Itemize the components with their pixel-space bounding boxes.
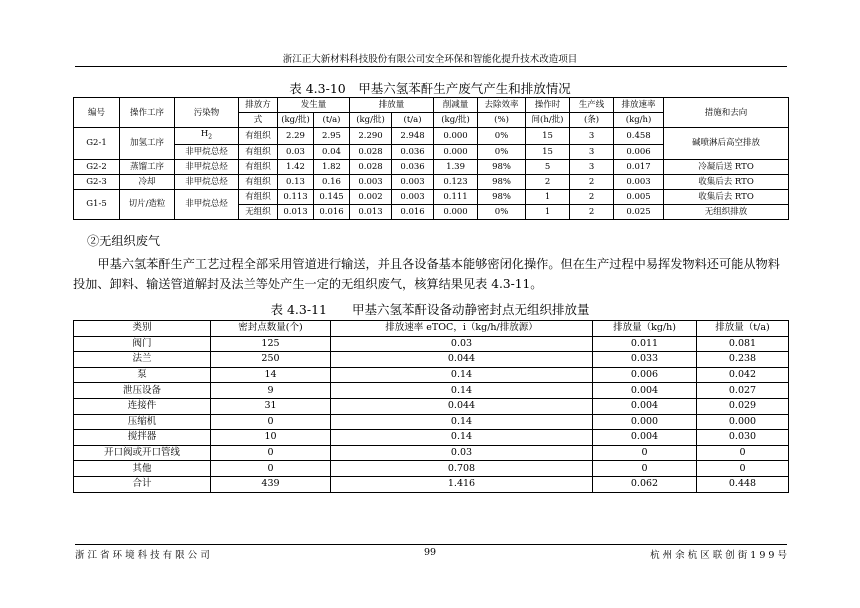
cell-no: G2-1 — [74, 128, 120, 160]
cell-time: 2 — [526, 174, 570, 189]
header-rule — [75, 66, 787, 67]
cell-kgh: 0 — [593, 461, 697, 477]
cell-category: 泄压设备 — [74, 383, 211, 399]
cell-no: G2-2 — [74, 159, 120, 174]
cell-count: 0 — [211, 445, 331, 461]
table-row — [74, 336, 789, 352]
cell-eff: 0% — [478, 128, 526, 145]
table2-header-row — [74, 321, 789, 337]
cell-g2: 0.04 — [314, 144, 350, 159]
cell-dest: 收集后去 RTO — [664, 174, 789, 189]
emission-table — [73, 97, 789, 220]
cell-count: 0 — [211, 414, 331, 430]
cell-pol-subscript: 2 — [208, 133, 213, 141]
cell-ta: 0.029 — [697, 398, 789, 414]
table-row — [74, 414, 789, 430]
cell-cut: 0.000 — [434, 128, 478, 145]
table-row — [74, 352, 789, 368]
cell-rate: 0.003 — [614, 174, 664, 189]
cell-op: 蒸馏工序 — [120, 159, 175, 174]
th-line: 生产线 — [570, 98, 614, 113]
cell-category: 连接件 — [74, 398, 211, 414]
cell-count: 10 — [211, 430, 331, 446]
cell-time: 15 — [526, 144, 570, 159]
cell-pol: 非甲烷总烃 — [175, 159, 239, 174]
cell-mode: 无组织 — [239, 204, 278, 219]
cell-g1: 0.013 — [278, 204, 314, 219]
table-row — [74, 159, 789, 174]
cell-e1: 0.028 — [350, 159, 392, 174]
cell-kgh: 0.004 — [593, 430, 697, 446]
cell-rate: 1.416 — [331, 476, 593, 492]
cell-rate: 0.14 — [331, 367, 593, 383]
cell-kgh: 0.006 — [593, 367, 697, 383]
cell-kgh: 0.011 — [593, 336, 697, 352]
cell-line: 2 — [570, 189, 614, 204]
cell-no: G2-3 — [74, 174, 120, 189]
cell-e1: 0.002 — [350, 189, 392, 204]
cell-rate: 0.03 — [331, 445, 593, 461]
cell-cut: 0.111 — [434, 189, 478, 204]
seal-point-table — [73, 320, 789, 493]
cell-eff: 0% — [478, 144, 526, 159]
cell-rate: 0.005 — [614, 189, 664, 204]
cell-ta: 0.027 — [697, 383, 789, 399]
cell-count: 9 — [211, 383, 331, 399]
th2-e1: (kg/批) — [350, 113, 392, 128]
cell-cut: 1.39 — [434, 159, 478, 174]
cell-category: 压缩机 — [74, 414, 211, 430]
th2-time: 间(h/批) — [526, 113, 570, 128]
cell-e2: 0.003 — [392, 189, 434, 204]
cell-category: 其他 — [74, 461, 211, 477]
cell-category: 法兰 — [74, 352, 211, 368]
cell-count: 125 — [211, 336, 331, 352]
footer-company: 浙 江 省 环 境 科 技 有 限 公 司 — [75, 550, 210, 561]
cell-g1: 0.113 — [278, 189, 314, 204]
cell-cut: 0.000 — [434, 204, 478, 219]
th2-e2: (t/a) — [392, 113, 434, 128]
th2-g2: (t/a) — [314, 113, 350, 128]
cell-rate: 0.458 — [614, 128, 664, 145]
section-heading: ②无组织废气 — [87, 234, 161, 248]
th2-mode: 式 — [239, 113, 278, 128]
cell-dest: 收集后去 RTO — [664, 189, 789, 204]
th-gen: 发生量 — [278, 98, 350, 113]
cell-pol-text: H — [200, 129, 209, 139]
cell-kgh: 0.062 — [593, 476, 697, 492]
th2-cut: (kg/批) — [434, 113, 478, 128]
cell-eff: 98% — [478, 159, 526, 174]
cell-rate: 0.025 — [614, 204, 664, 219]
cell-op: 加氢工序 — [120, 128, 175, 160]
cell-time: 1 — [526, 204, 570, 219]
cell-kgh: 0.004 — [593, 398, 697, 414]
th2-eff: (%) — [478, 113, 526, 128]
th-pol: 污染物 — [175, 98, 239, 128]
cell-op: 冷却 — [120, 174, 175, 189]
th2-line: (条) — [570, 113, 614, 128]
cell-category: 合计 — [74, 476, 211, 492]
cell-rate: 0.044 — [331, 398, 593, 414]
th2-rate: (kg/h) — [614, 113, 664, 128]
cell-rate: 0.14 — [331, 414, 593, 430]
cell-e2: 2.948 — [392, 128, 434, 145]
th-kgh: 排放量（kg/h) — [593, 321, 697, 337]
table-row — [74, 174, 789, 189]
cell-pol: 非甲烷总烃 — [175, 189, 239, 219]
cell-mode: 有组织 — [239, 128, 278, 145]
cell-ta: 0.238 — [697, 352, 789, 368]
table-row — [74, 398, 789, 414]
cell-ta: 0 — [697, 461, 789, 477]
cell-line: 2 — [570, 204, 614, 219]
cell-cut: 0.123 — [434, 174, 478, 189]
cell-ta: 0 — [697, 445, 789, 461]
th2-g1: (kg/批) — [278, 113, 314, 128]
footer-rule — [75, 544, 787, 545]
table1-caption: 表 4.3-10 甲基六氢苯酐生产废气产生和排放情况 — [289, 81, 571, 96]
cell-time: 5 — [526, 159, 570, 174]
cell-line: 2 — [570, 174, 614, 189]
cell-ta: 0.081 — [697, 336, 789, 352]
footer-address: 杭 州 余 杭 区 联 创 街 1 9 9 号 — [650, 550, 787, 561]
cell-category: 开口阀或开口管线 — [74, 445, 211, 461]
table1-header-row-1 — [74, 98, 789, 113]
cell-no: G1-5 — [74, 189, 120, 219]
table-row — [74, 367, 789, 383]
cell-g1: 2.29 — [278, 128, 314, 145]
cell-dest: 碱喷淋后高空排放 — [664, 128, 789, 160]
body-paragraph: 甲基六氢苯酐生产工艺过程全部采用管道进行输送，并且各设备基本能够密闭化操作。但在生产过程中易挥发物料还可能从物料投加、卸料、输送管道解封及法兰等处产生一定的无组织废气，核算结果见表 4.3-11。 — [73, 257, 780, 291]
cell-e1: 0.003 — [350, 174, 392, 189]
th-time: 操作时 — [526, 98, 570, 113]
table-row — [74, 383, 789, 399]
cell-category: 搅拌器 — [74, 430, 211, 446]
cell-g2: 1.82 — [314, 159, 350, 174]
th-cut: 削减量 — [434, 98, 478, 113]
th-dest: 措施和去向 — [664, 98, 789, 128]
cell-ta: 0.448 — [697, 476, 789, 492]
cell-line: 3 — [570, 144, 614, 159]
cell-g2: 2.95 — [314, 128, 350, 145]
cell-ta: 0.042 — [697, 367, 789, 383]
table-row — [74, 476, 789, 492]
cell-mode: 有组织 — [239, 144, 278, 159]
cell-dest: 无组织排放 — [664, 204, 789, 219]
table2-caption: 表 4.3-11 甲基六氢苯酐设备动静密封点无组织排放量 — [270, 302, 590, 317]
cell-e1: 0.013 — [350, 204, 392, 219]
cell-kgh: 0.004 — [593, 383, 697, 399]
cell-mode: 有组织 — [239, 189, 278, 204]
cell-cut: 0.000 — [434, 144, 478, 159]
cell-count: 31 — [211, 398, 331, 414]
cell-g2: 0.016 — [314, 204, 350, 219]
th-category: 类别 — [74, 321, 211, 337]
page-number: 99 — [423, 547, 437, 558]
cell-e2: 0.003 — [392, 174, 434, 189]
cell-rate: 0.14 — [331, 383, 593, 399]
cell-time: 1 — [526, 189, 570, 204]
cell-g2: 0.145 — [314, 189, 350, 204]
table-row — [74, 430, 789, 446]
cell-kgh: 0.000 — [593, 414, 697, 430]
cell-ta: 0.000 — [697, 414, 789, 430]
cell-e2: 0.016 — [392, 204, 434, 219]
cell-eff: 98% — [478, 174, 526, 189]
cell-rate: 0.03 — [331, 336, 593, 352]
cell-eff: 98% — [478, 189, 526, 204]
cell-kgh: 0 — [593, 445, 697, 461]
th-count: 密封点数量(个) — [211, 321, 331, 337]
cell-dest: 冷凝后送 RTO — [664, 159, 789, 174]
cell-pol: 非甲烷总烃 — [175, 174, 239, 189]
cell-mode: 有组织 — [239, 159, 278, 174]
cell-e1: 2.290 — [350, 128, 392, 145]
th-rate: 排放速率 eTOC，i（kg/h/排放源） — [331, 321, 593, 337]
cell-mode: 有组织 — [239, 174, 278, 189]
cell-eff: 0% — [478, 204, 526, 219]
th-emit: 排放量 — [350, 98, 434, 113]
cell-line: 3 — [570, 128, 614, 145]
cell-rate: 0.006 — [614, 144, 664, 159]
th-op: 操作工序 — [120, 98, 175, 128]
cell-count: 250 — [211, 352, 331, 368]
cell-pol — [175, 128, 239, 145]
th-no: 编号 — [74, 98, 120, 128]
cell-time: 15 — [526, 128, 570, 145]
cell-category: 阀门 — [74, 336, 211, 352]
cell-g1: 0.03 — [278, 144, 314, 159]
cell-rate: 0.14 — [331, 430, 593, 446]
cell-e2: 0.036 — [392, 144, 434, 159]
cell-count: 0 — [211, 461, 331, 477]
table-row — [74, 445, 789, 461]
cell-kgh: 0.033 — [593, 352, 697, 368]
cell-rate: 0.708 — [331, 461, 593, 477]
cell-e2: 0.036 — [392, 159, 434, 174]
th-rate: 排放速率 — [614, 98, 664, 113]
table-row — [74, 461, 789, 477]
cell-ta: 0.030 — [697, 430, 789, 446]
cell-count: 14 — [211, 367, 331, 383]
cell-g1: 0.13 — [278, 174, 314, 189]
th-eff: 去除效率 — [478, 98, 526, 113]
table-row — [74, 128, 789, 145]
cell-op: 切片/造粒 — [120, 189, 175, 219]
cell-line: 3 — [570, 159, 614, 174]
cell-e1: 0.028 — [350, 144, 392, 159]
cell-g2: 0.16 — [314, 174, 350, 189]
cell-pol: 非甲烷总烃 — [175, 144, 239, 159]
th-mode: 排放方 — [239, 98, 278, 113]
table-row — [74, 189, 789, 204]
cell-g1: 1.42 — [278, 159, 314, 174]
th-ta: 排放量（t/a) — [697, 321, 789, 337]
page-header: 浙江正大新材料科技股份有限公司安全环保和智能化提升技术改造项目 — [282, 54, 578, 65]
cell-rate: 0.017 — [614, 159, 664, 174]
cell-category: 泵 — [74, 367, 211, 383]
cell-count: 439 — [211, 476, 331, 492]
cell-rate: 0.044 — [331, 352, 593, 368]
